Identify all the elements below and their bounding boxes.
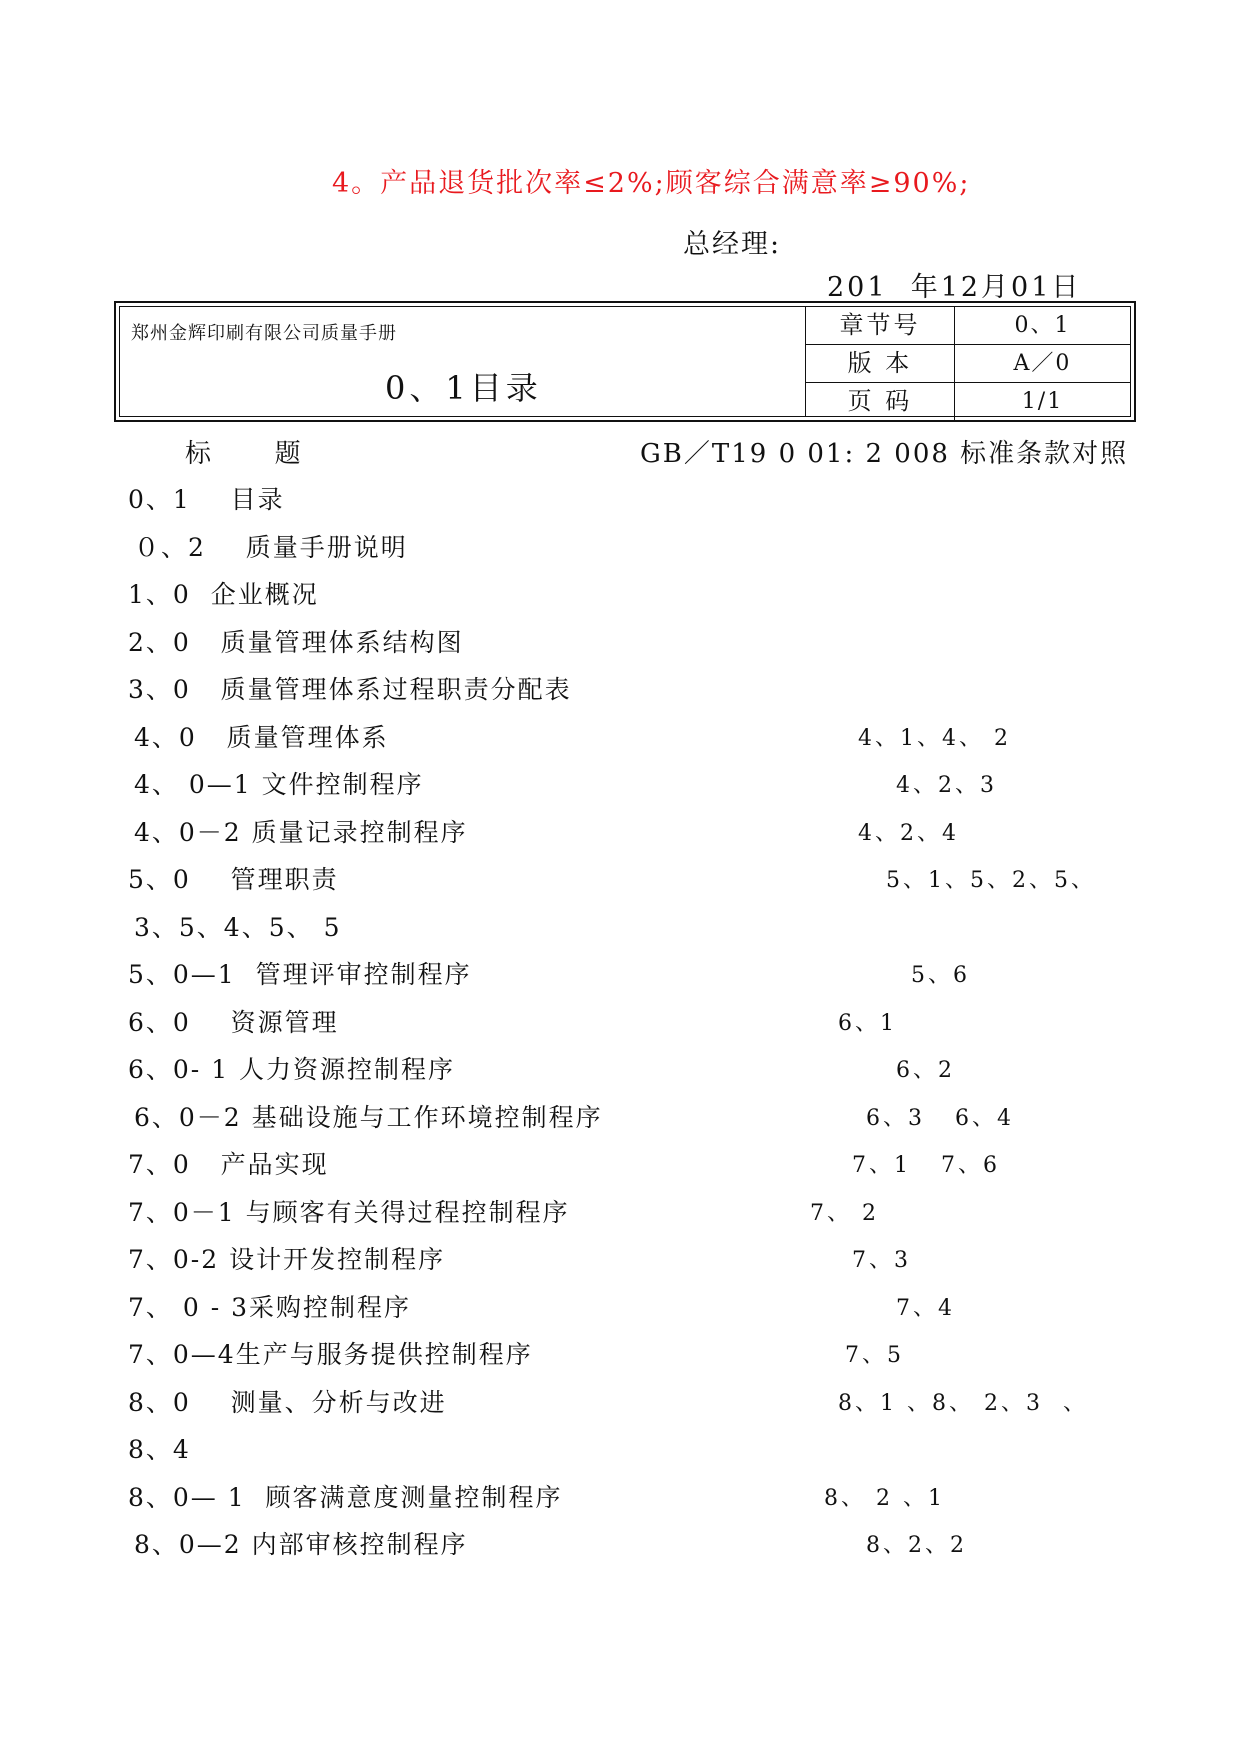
toc-entry: 2、0 质量管理体系结构图 [128, 628, 464, 657]
toc-reference: 5、6 [911, 963, 970, 988]
toc-entry: 5、0—1 管理评审控制程序 [128, 960, 472, 989]
toc-reference: 7、5 [845, 1343, 904, 1368]
toc-reference: 5、1、5、2、5、 [886, 868, 1096, 893]
issue-date: 201 年12月01日 [827, 272, 1082, 303]
toc-reference: 4、2、3 [896, 773, 997, 798]
meta-label: 版 本 [806, 345, 955, 382]
toc-reference: 6、3 6、4 [866, 1106, 1014, 1131]
toc-reference: 7、 2 [810, 1201, 879, 1226]
toc-entry: 7、0—4生产与服务提供控制程序 [128, 1340, 533, 1369]
toc-entry: ０、2 质量手册说明 [134, 533, 408, 562]
toc-entry: 8、0—2 内部审核控制程序 [134, 1530, 468, 1559]
meta-value: A／0 [1013, 351, 1072, 376]
toc-entry: 8、0 测量、分析与改进 [128, 1388, 447, 1417]
toc-reference: 4、1、4、 2 [858, 726, 1011, 751]
toc-entry: 1、0 企业概况 [128, 580, 319, 609]
meta-label: 章节号 [806, 307, 955, 344]
column-head-title: 标 题 [185, 439, 303, 469]
meta-value: 0、1 [1014, 313, 1071, 338]
toc-entry: 8、0— 1 顾客满意度测量控制程序 [128, 1483, 563, 1512]
toc-reference: 4、2、4 [858, 821, 959, 846]
toc-entry-continued: 3、5、4、5、 5 [134, 913, 342, 942]
header-title-cell [120, 307, 806, 416]
toc-reference: 7、1 7、6 [852, 1153, 1000, 1178]
signature-label: 总经理: [683, 229, 782, 260]
column-head-reference: GB／T19 0 01: 2 008 标准条款对照 [640, 439, 1129, 469]
page-title: 0、1目录 [385, 369, 542, 407]
toc-reference: 8、1 、8、 2、3 、 [838, 1391, 1088, 1416]
toc-reference: 6、2 [896, 1058, 955, 1083]
toc-reference: 8、2、2 [866, 1533, 967, 1558]
toc-entry: 4、 0—1 文件控制程序 [134, 770, 424, 799]
toc-reference: 6、1 [838, 1011, 897, 1036]
header-meta [806, 307, 1130, 416]
meta-label: 页 码 [806, 383, 955, 420]
toc-reference: 7、3 [852, 1248, 911, 1273]
toc-entry: 5、0 管理职责 [128, 865, 339, 894]
quality-objective: 4。产品退货批次率≤2%;顾客综合满意率≥90%; [332, 168, 971, 199]
meta-row-version [806, 345, 1130, 383]
meta-value: 1/1 [1021, 389, 1064, 414]
toc-entry: 7、0 产品实现 [128, 1150, 329, 1179]
toc-entry: 4、0 质量管理体系 [134, 723, 389, 752]
document-header [114, 301, 1136, 422]
toc-entry: 0、1 目录 [128, 485, 285, 514]
toc-reference: 7、4 [896, 1296, 955, 1321]
meta-row-page [806, 383, 1130, 420]
toc-entry: 7、0-2 设计开发控制程序 [128, 1245, 446, 1274]
toc-entry-continued: 8、4 [128, 1435, 191, 1464]
toc-entry: 7、0－1 与顾客有关得过程控制程序 [128, 1198, 570, 1227]
toc-entry: 6、0- 1 人力资源控制程序 [128, 1055, 456, 1084]
toc-entry: 3、0 质量管理体系过程职责分配表 [128, 675, 572, 704]
toc-reference: 8、 2 、1 [824, 1486, 945, 1511]
toc-entry: 7、 0 - 3采购控制程序 [128, 1293, 412, 1322]
toc-entry: 6、0 资源管理 [128, 1008, 339, 1037]
toc-entry: 4、0－2 质量记录控制程序 [134, 818, 468, 847]
toc-entry: 6、0－2 基础设施与工作环境控制程序 [134, 1103, 603, 1132]
company-name: 郑州金辉印刷有限公司质量手册 [131, 323, 397, 344]
meta-row-chapter [806, 307, 1130, 345]
